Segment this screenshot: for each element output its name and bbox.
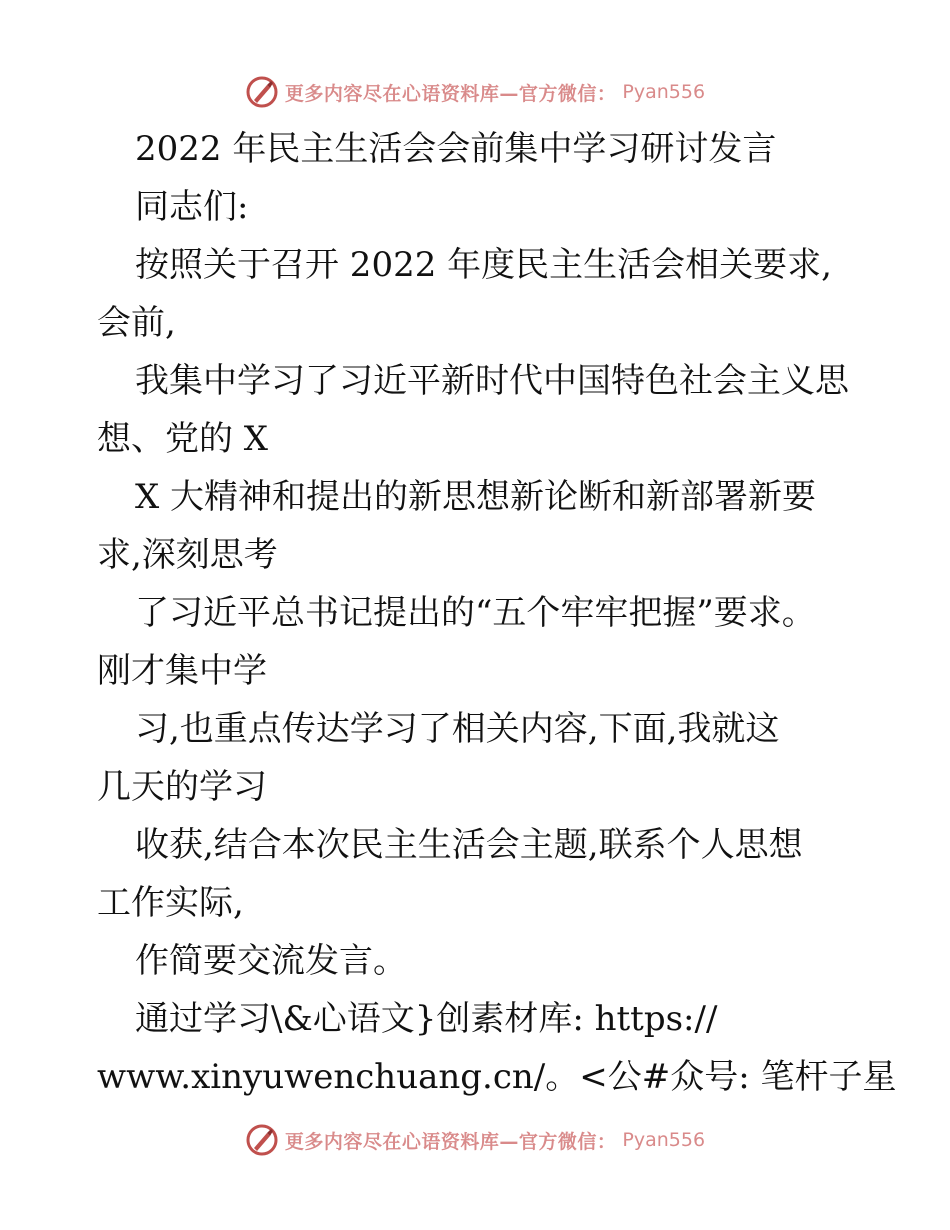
text-line: 作简要交流发言。 bbox=[135, 941, 407, 981]
text-line: 按照关于召开 2022 年度民主生活会相关要求, bbox=[135, 245, 832, 285]
text-line: 想、党的 X bbox=[97, 419, 269, 459]
text-line: 会前, bbox=[97, 303, 176, 343]
document-body bbox=[97, 120, 897, 1106]
text-line: 我集中学习了习近平新时代中国特色社会主义思 bbox=[135, 361, 849, 401]
text-line: 几天的学习 bbox=[97, 767, 267, 807]
text-line: 求,深刻思考 bbox=[97, 535, 278, 575]
watermark-contact: Pyan556 bbox=[622, 1129, 706, 1151]
pen-logo-icon bbox=[245, 1123, 279, 1157]
watermark-contact: Pyan556 bbox=[622, 81, 706, 103]
text-line: www.xinyuwenchuang.cn/。<公#众号: 笔杆子星 bbox=[97, 1057, 897, 1097]
pen-logo-icon bbox=[245, 75, 279, 109]
text-line: 收获,结合本次民主生活会主题,联系个人思想 bbox=[135, 825, 803, 865]
header-watermark bbox=[0, 70, 950, 114]
watermark-text: 更多内容尽在心语资料库—官方微信： bbox=[284, 82, 617, 105]
text-line: X 大精神和提出的新思想新论断和新部署新要 bbox=[135, 477, 817, 517]
footer-watermark bbox=[0, 1118, 950, 1162]
text-line: 了习近平总书记提出的“五个牢牢把握”要求。 bbox=[135, 593, 816, 633]
text-line: 习,也重点传达学习了相关内容,下面,我就这 bbox=[135, 709, 780, 749]
watermark-text: 更多内容尽在心语资料库—官方微信： bbox=[284, 1130, 617, 1153]
text-line: 工作实际, bbox=[97, 883, 244, 923]
text-line: 刚才集中学 bbox=[97, 651, 267, 691]
document-title: 2022 年民主生活会会前集中学习研讨发言 bbox=[135, 129, 777, 169]
text-line: 通过学习\&心语文}创素材库: https:// bbox=[135, 999, 718, 1039]
text-line: 同志们: bbox=[135, 187, 249, 227]
